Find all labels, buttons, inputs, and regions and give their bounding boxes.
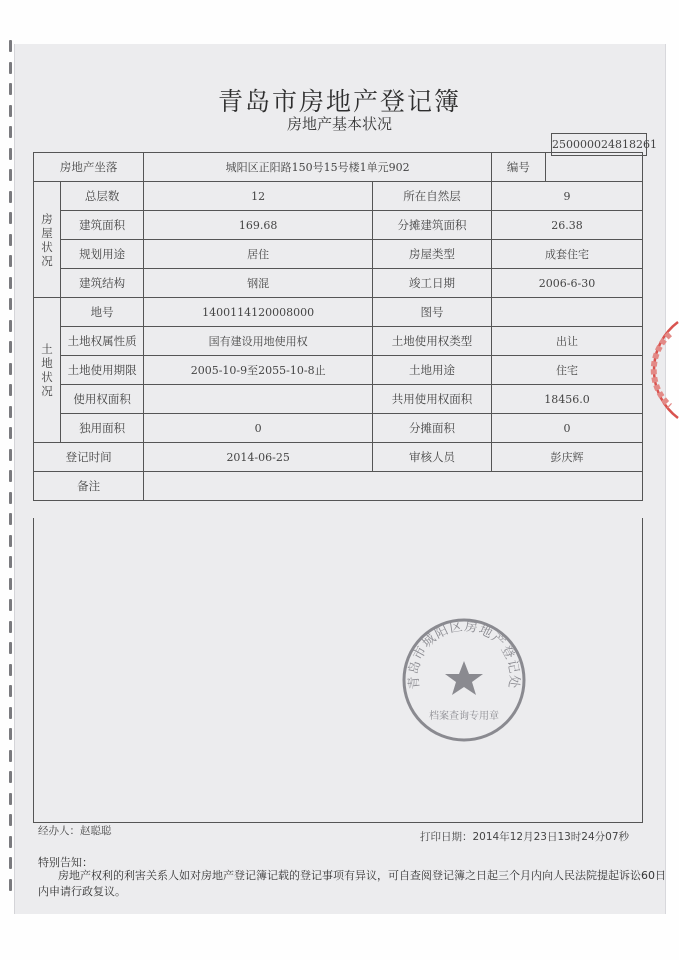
structure-label: 建筑结构 [60,269,143,298]
binding-hole [9,470,12,482]
document-title: 青岛市房地产登记簿 [217,87,461,116]
completion-date-label: 竣工日期 [373,269,492,298]
registration-time-label: 登记时间 [34,443,144,472]
completion-date-value: 2006-6-30 [492,269,643,298]
binding-hole [9,298,12,310]
binding-hole [9,621,12,633]
binding-hole [9,750,12,762]
binding-hole [9,363,12,375]
official-seal [399,615,529,745]
binding-hole [9,406,12,418]
binding-hole [9,384,12,396]
land-right-type-value: 出让 [492,327,643,356]
binding-hole [9,320,12,332]
apportioned-area-label: 分摊面积 [373,414,492,443]
exclusive-area-label: 独用面积 [60,414,143,443]
binding-hole [9,255,12,267]
total-floors-label: 总层数 [60,182,143,211]
side-stamp-glyphs [654,334,670,406]
house-row-3 [34,240,643,269]
binding-hole [9,857,12,869]
house-row-4 [34,269,643,298]
binding-hole [9,578,12,590]
binding-hole [9,427,12,439]
binding-hole [9,599,12,611]
notice-title: 特别告知： [38,856,93,869]
registration-row [34,443,643,472]
location-value: 城阳区正阳路150号15号楼1单元902 [144,153,492,182]
serial-label: 编号 [492,153,546,182]
building-area-label: 建筑面积 [60,211,143,240]
registration-time-value: 2014-06-25 [144,443,373,472]
binding-hole [9,664,12,676]
land-row-2 [34,327,643,356]
map-number-label: 图号 [373,298,492,327]
house-type-label: 房屋类型 [373,240,492,269]
land-right-type-label: 土地使用权类型 [373,327,492,356]
exclusive-area-value: 0 [144,414,373,443]
binding-hole [9,277,12,289]
land-row-3 [34,356,643,385]
common-use-area-label: 共用使用权面积 [373,385,492,414]
binding-hole [9,556,12,568]
remarks-label: 备注 [34,472,144,501]
remarks-row [34,472,643,501]
binding-hole [9,535,12,547]
binding-hole [9,771,12,783]
handler-name: 经办人：赵聪聪 [38,825,112,837]
serial-value-cell [545,153,642,182]
binding-hole [9,40,12,52]
house-row-2 [34,211,643,240]
use-right-area-label: 使用权面积 [60,385,143,414]
remarks-value [144,472,643,501]
parcel-number-label: 地号 [60,298,143,327]
notice-text: 房地产权利的利害关系人如对房地产登记簿记载的登记事项有异议，可自查阅登记簿之日起三个月内向人民法院提起诉讼60日内申请行政复议。 [38,869,666,898]
binding-holes [0,40,14,920]
planned-use-value: 居住 [144,240,373,269]
blank-area-frame [33,518,643,823]
binding-hole [9,62,12,74]
document-subtitle: 房地产基本状况 [286,115,392,133]
land-ownership-value: 国有建设用地使用权 [144,327,373,356]
floor-label: 所在自然层 [373,182,492,211]
land-use-label: 土地用途 [373,356,492,385]
binding-hole [9,169,12,181]
floor-value: 9 [492,182,643,211]
house-row-1 [34,182,643,211]
reviewer-label: 审核人员 [373,443,492,472]
land-term-label: 土地使用期限 [60,356,143,385]
print-date: 打印日期：2014年12月23日13时24分07秒 [420,831,630,843]
parcel-number-value: 1400114120008000 [144,298,373,327]
location-row [34,153,643,182]
binding-hole [9,707,12,719]
binding-hole [9,191,12,203]
binding-hole [9,341,12,353]
seal-bottom-text: 档案查询专用章 [429,711,499,722]
house-type-value: 成套住宅 [492,240,643,269]
structure-value: 钢混 [144,269,373,298]
binding-hole [9,685,12,697]
planned-use-label: 规划用途 [60,240,143,269]
shared-area-label: 分摊建筑面积 [373,211,492,240]
land-use-value: 住宅 [492,356,643,385]
binding-hole [9,814,12,826]
land-term-value: 2005-10-9至2055-10-8止 [144,356,373,385]
shared-area-value: 26.38 [492,211,643,240]
building-area-value: 169.68 [144,211,373,240]
map-number-value [492,298,643,327]
land-row-1 [34,298,643,327]
land-ownership-label: 土地权属性质 [60,327,143,356]
location-label: 房地产坐落 [34,153,144,182]
binding-hole [9,234,12,246]
common-use-area-value: 18456.0 [492,385,643,414]
binding-hole [9,212,12,224]
binding-hole [9,793,12,805]
reviewer-value: 彭庆辉 [492,443,643,472]
land-group-label: 土地状况 [34,298,61,443]
land-row-5 [34,414,643,443]
apportioned-area-value: 0 [492,414,643,443]
side-stamp [640,320,679,420]
land-row-4 [34,385,643,414]
binding-hole [9,642,12,654]
serial-number: 250000024818261 [551,133,647,156]
binding-hole [9,836,12,848]
binding-hole [9,148,12,160]
use-right-area-value [144,385,373,414]
binding-hole [9,728,12,740]
house-group-label: 房屋状况 [34,182,61,298]
binding-hole [9,492,12,504]
register-table [33,152,643,501]
binding-hole [9,449,12,461]
binding-hole [9,879,12,891]
binding-hole [9,513,12,525]
seal-star-icon [445,661,483,695]
total-floors-value: 12 [144,182,373,211]
seal-text: 青岛市城阳区房地产登记处 [406,619,522,690]
